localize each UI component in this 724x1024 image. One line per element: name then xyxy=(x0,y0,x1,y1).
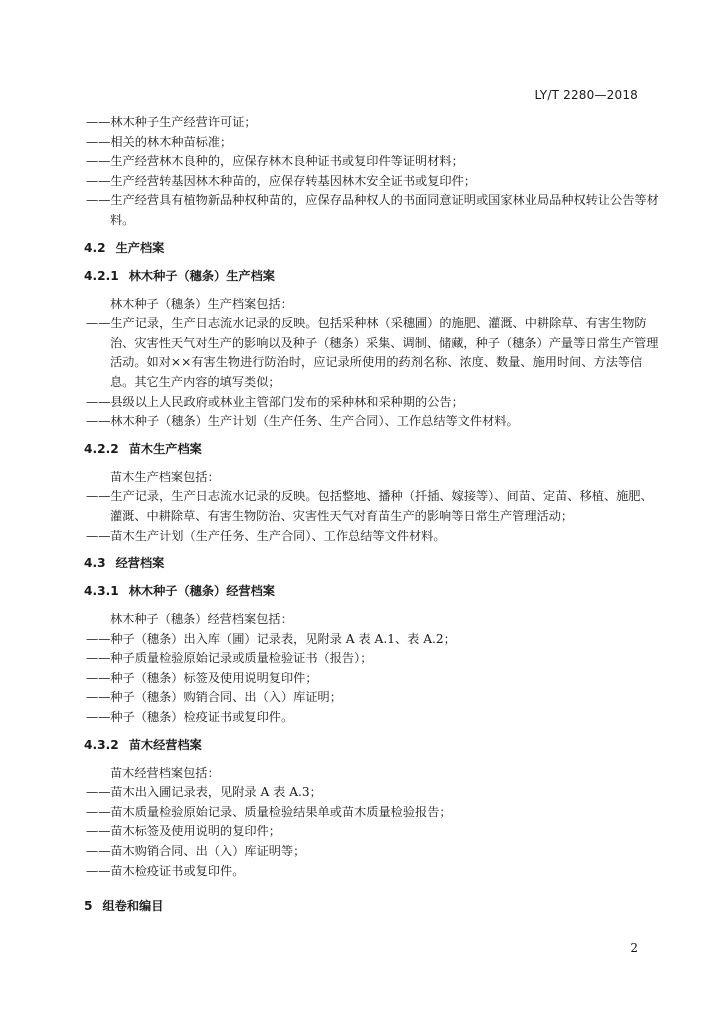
section-number: 4.2.2 xyxy=(84,441,119,456)
list-item: ——县级以上人民政府或林业主管部门发布的采种林和采种期的公告； xyxy=(86,394,464,409)
section-heading-4-2 xyxy=(84,239,660,258)
list-item: ——生产经营转基因林木种苗的，应保存转基因林木安全证书或复印件； xyxy=(86,173,476,188)
section-title: 苗木经营档案 xyxy=(128,737,202,752)
section-heading-4-3 xyxy=(84,554,660,573)
list-item: ——林木种子生产经营许可证； xyxy=(86,115,257,129)
section-intro: 苗木经营档案包括： xyxy=(110,765,220,780)
list-item: ——种子（穗条）出入库（圃）记录表，见附录 A 表 A.1、表 A.2； xyxy=(86,631,456,646)
section-heading-4-3-1 xyxy=(84,582,660,601)
section-title: 苗木生产档案 xyxy=(128,441,202,456)
section-number: 4.3 xyxy=(84,556,106,571)
section-heading-4-2-1 xyxy=(84,267,660,286)
section-title: 组卷和编目 xyxy=(102,899,164,914)
section-title: 生产档案 xyxy=(115,240,165,255)
section-title: 林木种子（穗条）生产档案 xyxy=(128,268,275,283)
section-title: 经营档案 xyxy=(115,556,165,571)
top-item-list xyxy=(84,113,660,231)
list-item: ——苗木质量检验原始记录、质量检验结果单或苗木质量检验报告； xyxy=(86,804,452,819)
list-item: ——生产经营具有植物新品种权种苗的，应保存品种权人的书面同意证明或国家林业局品种权转让公告等材料。 xyxy=(86,193,659,227)
list-item: ——生产记录，生产日志流水记录的反映。包括整地、播种（扦插、嫁接等）、间苗、定苗、移植、施肥、灌溉、中耕除草、有害生物防治、灾害性天气对育苗生产的影响等日常生产管理活动； xyxy=(86,489,653,523)
list-item: ——种子质量检验原始记录或质量检验证书（报告）； xyxy=(86,651,373,666)
section-number: 4.3.2 xyxy=(84,737,119,752)
section-number: 4.3.1 xyxy=(84,584,119,599)
list-item: ——苗木出入圃记录表，见附录 A 表 A.3； xyxy=(86,785,322,800)
standard-code: LY/T 2280—2018 xyxy=(534,88,638,102)
list-item: ——苗木生产计划（生产任务、生产合同）、工作总结等文件材料。 xyxy=(86,528,446,543)
list-item: ——苗木检疫证书或复印件。 xyxy=(86,863,245,878)
list-item: ——苗木购销合同、出（入）库证明等； xyxy=(86,844,306,859)
list-item: ——生产经营林木良种的，应保存林木良种证书或复印件等证明材料； xyxy=(86,154,464,169)
section-title: 林木种子（穗条）经营档案 xyxy=(128,584,275,599)
page-content xyxy=(84,113,660,925)
list-item: ——种子（穗条）检疫证书或复印件。 xyxy=(86,710,294,725)
list-item: ——相关的林木种苗标准； xyxy=(86,134,233,149)
section-intro: 林木种子（穗条）生产档案包括： xyxy=(110,296,293,311)
section-intro: 苗木生产档案包括： xyxy=(110,469,220,484)
page-number: 2 xyxy=(630,941,638,955)
section-number: 4.2.1 xyxy=(84,268,119,283)
list-item: ——林木种子（穗条）生产计划（生产任务、生产合同）、工作总结等文件材料。 xyxy=(86,414,519,429)
section-heading-4-3-2 xyxy=(84,736,660,755)
section-number: 5 xyxy=(84,899,93,914)
list-item: ——生产记录，生产日志流水记录的反映。包括采种林（采穗圃）的施肥、灌溉、中耕除草、有害生物防治、灾害性天气对生产的影响以及种子（穗条）采集、调制、储藏，种子（穗条）产量等日常生产管理活动。如对××有害生物进行防治时，应记录所使用的药剂名称、浓度、数量、施用时间、方法等信息。其它生产内容的填写类似； xyxy=(86,316,659,389)
section-heading-5 xyxy=(84,897,660,916)
section-intro: 林木种子（穗条）经营档案包括： xyxy=(110,612,293,627)
list-item: ——种子（穗条）标签及使用说明复印件； xyxy=(86,670,318,685)
section-number: 4.2 xyxy=(84,240,106,255)
list-item: ——苗木标签及使用说明的复印件； xyxy=(86,824,281,839)
list-item: ——种子（穗条）购销合同、出（入）库证明； xyxy=(86,690,342,705)
section-heading-4-2-2 xyxy=(84,440,660,459)
